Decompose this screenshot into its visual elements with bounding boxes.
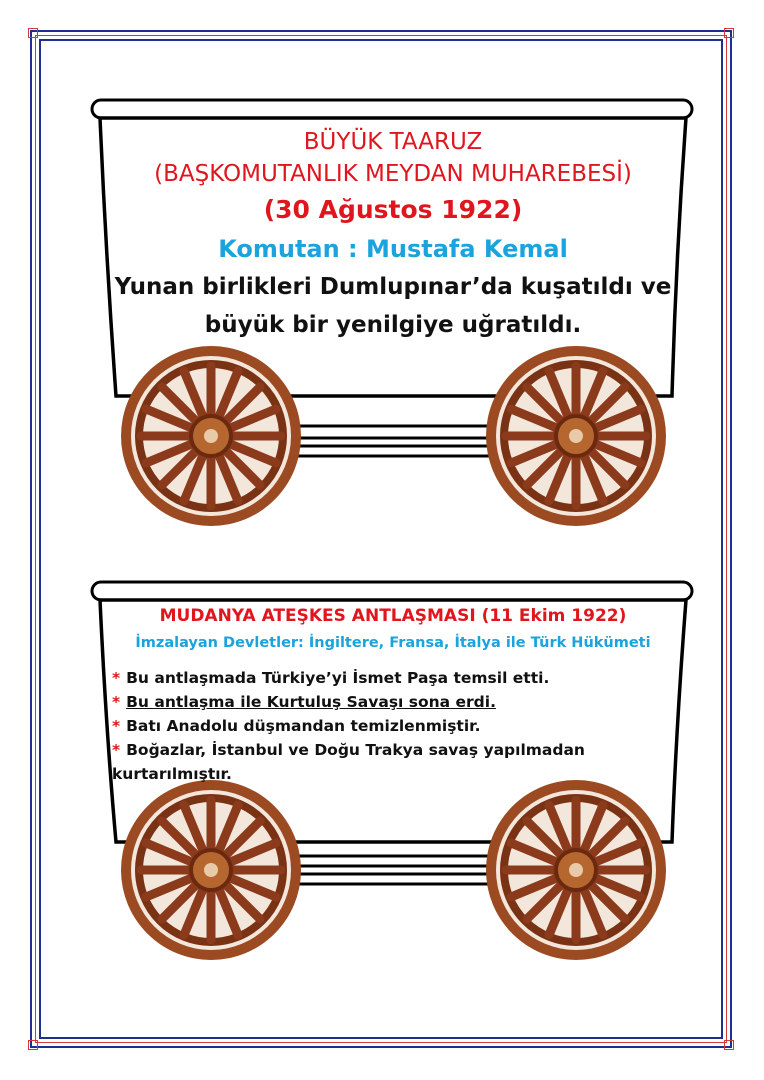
card-subtitle: (BAŞKOMUTANLIK MEYDAN MUHAREBESİ) [154,161,632,187]
list-item-text: Batı Anadolu düşmandan temizlenmiştir. [126,717,481,735]
wagon-wheel-icon [486,780,666,960]
corner-ornament [724,1040,734,1050]
wagon-card-mudanya [86,580,700,1020]
list-item [112,690,682,714]
list-item [112,714,682,738]
wagon-text-block [86,602,700,656]
list-item-continuation: kurtarılmıştır. [112,765,232,783]
description-line: Yunan birlikleri Dumlupınar’da kuşatıldı ve [114,274,672,300]
wagon-wheel-icon [121,346,301,526]
bullet-list [112,666,682,786]
list-item [112,738,682,762]
signers-line: İmzalayan Devletler: İngiltere, Fransa, İtalya ile Türk Hükümeti [135,635,651,651]
card-date: (30 Ağustos 1922) [263,195,523,224]
list-item-text: Bu antlaşma ile Kurtuluş Savaşı sona erdi. [126,693,496,711]
red-asterisk-icon: * [112,693,121,711]
card-title: BÜYÜK TAARUZ [303,129,483,155]
corner-ornament [724,28,734,38]
red-asterisk-icon: * [112,741,121,759]
red-asterisk-icon: * [112,669,121,687]
corner-ornament [28,28,38,38]
corner-ornament [28,1040,38,1050]
wagon-wheel-icon [486,346,666,526]
wagon-card-buyuk-taaruz [86,96,700,536]
description-line: büyük bir yenilgiye uğratıldı. [204,312,582,338]
wagon-text-block [86,126,700,344]
wagon-wheel-icon [121,780,301,960]
commander-line: Komutan : Mustafa Kemal [218,235,568,263]
list-item [112,666,682,690]
list-item-text: Bu antlaşmada Türkiye’yi İsmet Paşa temsil etti. [126,669,550,687]
red-asterisk-icon: * [112,717,121,735]
card-title: MUDANYA ATEŞKES ANTLAŞMASI (11 Ekim 1922) [159,606,627,626]
list-item-text: Boğazlar, İstanbul ve Doğu Trakya savaş yapılmadan [126,741,585,759]
